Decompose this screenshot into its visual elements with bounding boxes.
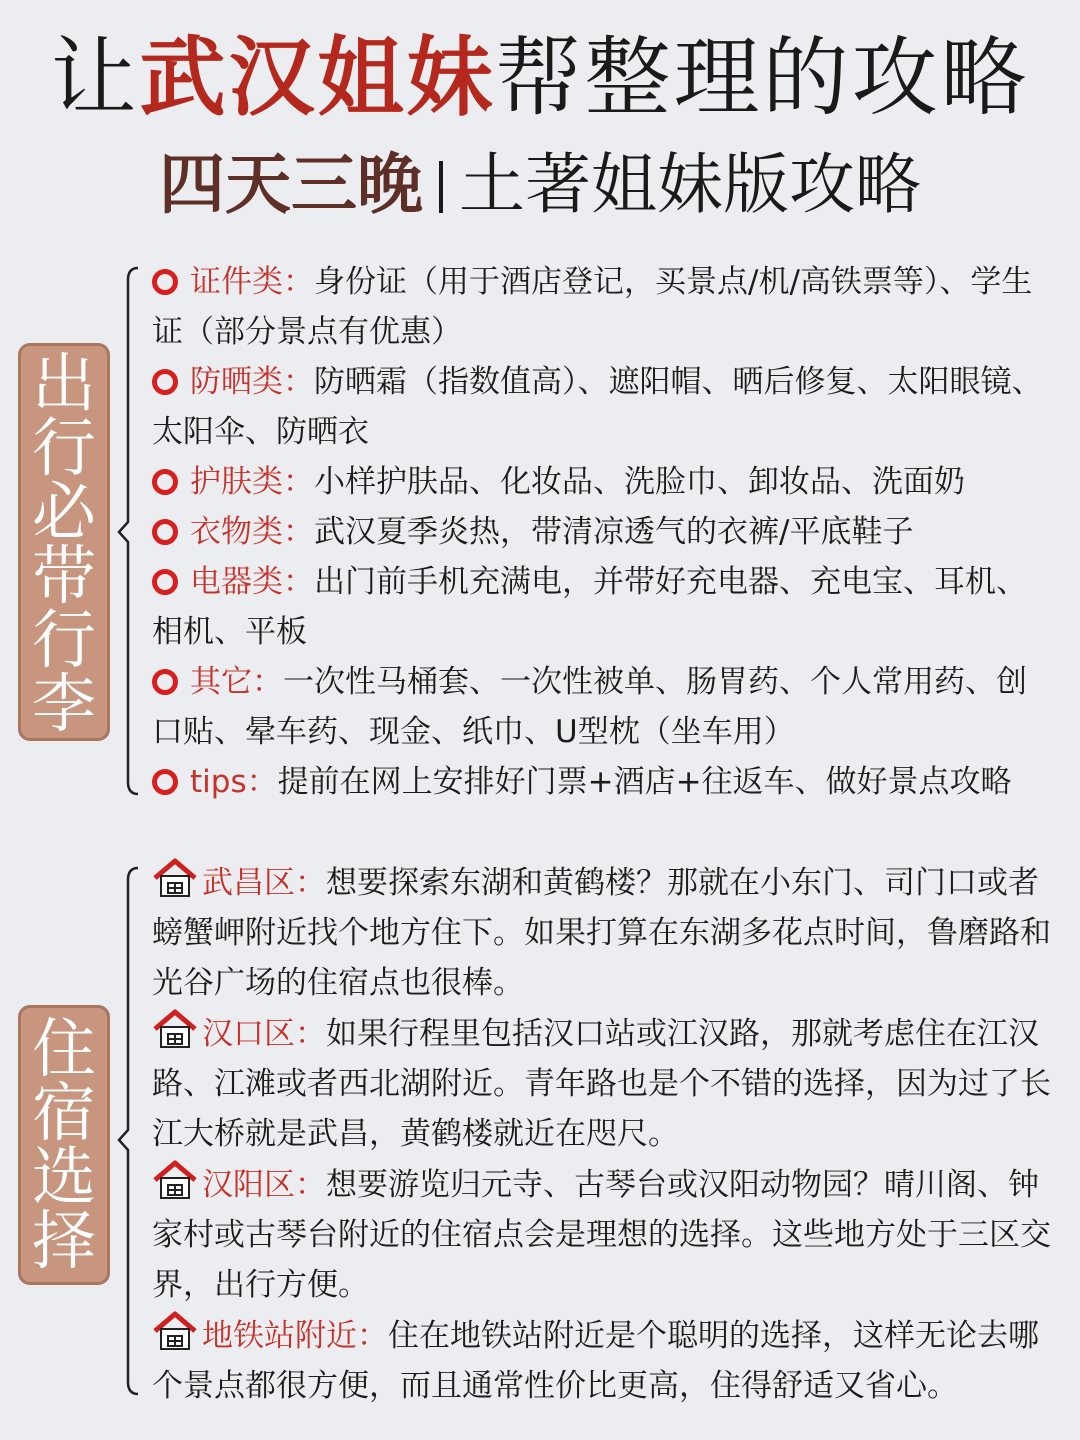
lodging-list (152, 857, 1057, 1411)
red-ring-icon (152, 469, 178, 495)
lodging-heading-box (18, 1005, 110, 1285)
red-ring-icon (152, 769, 178, 795)
packing-bracket (114, 262, 144, 800)
subtitle-duration: 四天三晚 (159, 146, 423, 223)
house-icon (152, 857, 198, 899)
red-ring-icon (152, 519, 178, 545)
list-item: 电器类：出门前手机充满电，并带好充电器、充电宝、耳机、相机、平板 (152, 564, 1027, 650)
packing-heading-char: 李 (32, 668, 96, 742)
house-icon (152, 1008, 198, 1050)
packing-heading-char: 带 (32, 540, 96, 614)
packing-heading-char: 行 (32, 412, 96, 486)
page-subtitle (0, 140, 1080, 230)
red-ring-icon (152, 269, 178, 295)
list-item: 汉阳区：想要游览归元寺、古琴台或汉阳动物园？晴川阁、钟家村或古琴台附近的住宿点会是理想的选择。这些地方处于三区交界，出行方便。 (152, 1159, 1057, 1310)
page-title (0, 18, 1080, 138)
red-ring-icon (152, 669, 178, 695)
list-item: 护肤类：小样护肤品、化妆品、洗脸巾、卸妆品、洗面奶 (152, 457, 1057, 507)
subtitle-text: 土著姐妹版攻略 (459, 146, 921, 223)
list-item: 衣物类：武汉夏季炎热，带清凉透气的衣裤/平底鞋子 (152, 507, 1057, 557)
lodging-heading-char: 择 (32, 1205, 96, 1279)
list-item: 其它：一次性马桶套、一次性被单、肠胃药、个人常用药、创口贴、晕车药、现金、纸巾、U型枕（坐车用） (152, 664, 1027, 750)
packing-list (152, 257, 1057, 807)
lodging-heading-char: 宿 (32, 1077, 96, 1151)
packing-heading-char: 必 (32, 476, 96, 550)
list-item: 汉口区：如果行程里包括汉口站或江汉路，那就考虑住在江汉路、江滩或者西北湖附近。青年路也是个不错的选择，因为过了长江大桥就是武昌，黄鹤楼就近在咫尺。 (152, 1008, 1057, 1159)
title-suffix: 帮整理的攻略 (495, 28, 1030, 128)
lodging-heading-char: 选 (32, 1141, 96, 1215)
lodging-bracket (114, 862, 144, 1400)
list-item: tips：提前在网上安排好门票+酒店+往返车、做好景点攻略 (152, 757, 1057, 807)
lodging-heading-char: 住 (32, 1013, 96, 1087)
red-ring-icon (152, 569, 178, 595)
packing-heading-box (18, 343, 110, 741)
list-item: 防晒类：防晒霜（指数值高）、遮阳帽、晒后修复、太阳眼镜、太阳伞、防晒衣 (152, 364, 1043, 450)
red-ring-icon (152, 369, 178, 395)
packing-heading-char: 出 (32, 348, 96, 422)
subtitle-separator (439, 161, 443, 213)
list-item: 地铁站附近：住在地铁站附近是个聪明的选择，这样无论去哪个景点都很方便，而且通常性价比更高，住得舒适又省心。 (152, 1310, 1057, 1411)
title-prefix: 让 (50, 28, 140, 128)
packing-heading-char: 行 (32, 604, 96, 678)
title-highlight: 武汉姐妹 (139, 28, 496, 128)
house-icon (152, 1310, 198, 1352)
list-item: 证件类：身份证（用于酒店登记，买景点/机/高铁票等）、学生证（部分景点有优惠） (152, 264, 1033, 350)
house-icon (152, 1159, 198, 1201)
list-item: 武昌区：想要探索东湖和黄鹤楼？那就在小东门、司门口或者螃蟹岬附近找个地方住下。如果打算在东湖多花点时间，鲁磨路和光谷广场的住宿点也很棒。 (152, 857, 1057, 1008)
